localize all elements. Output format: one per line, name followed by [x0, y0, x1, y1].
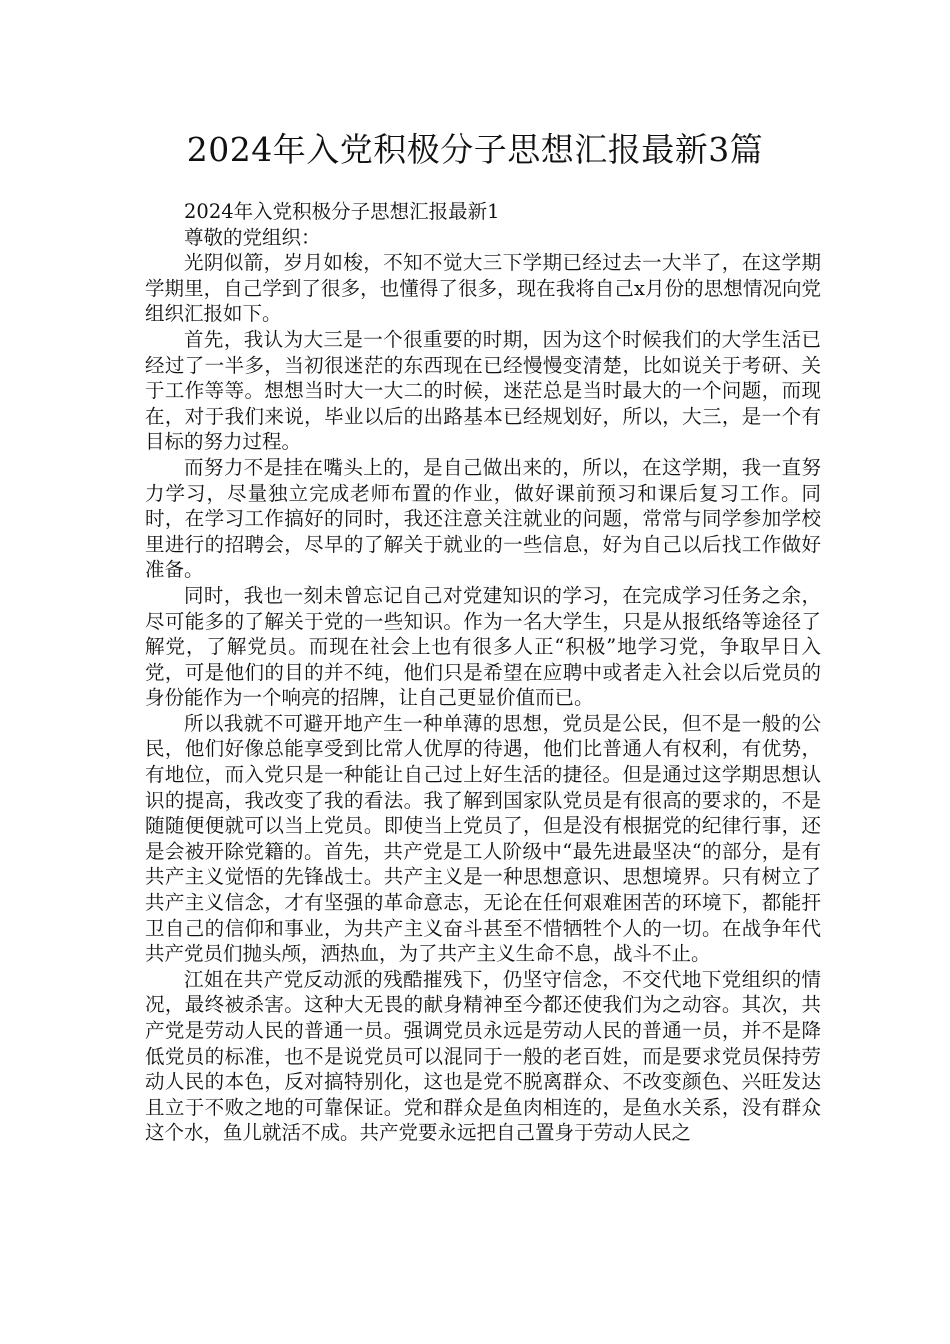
- paragraph: 同时，我也一刻未曾忘记自己对党建知识的学习，在完成学习任务之余，尽可能多的了解关于党的一些知识。作为一名大学生，只是从报纸络等途径了解党，了解党员。而现在社会上也有很多人正“积极”地学习党，争取早日入党，可是他们的目的并不纯，他们只是希望在应聘中或者走入社会以后党员的身份能作为一个响亮的招牌，让自己更显价值而已。: [145, 583, 821, 710]
- paragraph: 所以我就不可避开地产生一种单薄的思想，党员是公民，但不是一般的公民，他们好像总能享受到比常人优厚的待遇，他们比普通人有权利，有优势，有地位，而入党只是一种能让自己过上好生活的捷径。但是通过这学期思想认识的提高，我改变了我的看法。我了解到国家队党员是有很高的要求的，不是随随便便就可以当上党员。即使当上党员了，但是没有根据党的纪律行事，还是会被开除党籍的。首先，共产党是工人阶级中“最先进最坚决“的部分，是有共产主义觉悟的先锋战士。共产主义是一种思想意识、思想境界。只有树立了共产主义信念，才有坚强的革命意志，无论在任何艰难困苦的环境下，都能扞卫自己的信仰和事业，为共产主义奋斗甚至不惜牺牲个人的一切。在战争年代共产党员们抛头颅，洒热血，为了共产主义生命不息，战斗不止。: [145, 711, 821, 966]
- section-heading: 2024年入党积极分子思想汇报最新1: [184, 200, 500, 223]
- paragraph: 首先，我认为大三是一个很重要的时期，因为这个时候我们的大学生活已经过了一半多，当初很迷茫的东西现在已经慢慢变清楚，比如说关于考研、关于工作等等。想想当时大一大二的时候，迷茫总是当时最大的一个问题，而现在，对于我们来说，毕业以后的出路基本已经规划好，所以，大三，是一个有目标的努力过程。: [145, 327, 821, 454]
- document-body: [145, 199, 821, 1146]
- document-title: 2024年入党积极分子思想汇报最新3篇: [186, 130, 764, 169]
- paragraph: 而努力不是挂在嘴头上的，是自己做出来的，所以，在这学期，我一直努力学习，尽量独立完成老师布置的作业，做好课前预习和课后复习工作。同时，在学习工作搞好的同时，我还注意关注就业的问题，常常与同学参加学校里进行的招聘会，尽早的了解关于就业的一些信息，好为自己以后找工作做好准备。: [145, 455, 821, 582]
- salutation: 尊敬的党组织：: [184, 225, 321, 249]
- paragraph: 江姐在共产党反动派的残酷摧残下，仍坚守信念，不交代地下党组织的情况，最终被杀害。这种大无畏的献身精神至今都还使我们为之动容。其次，共产党是劳动人民的普通一员。强调党员永远是劳动人民的普通一员，并不是降低党员的标准，也不是说党员可以混同于一般的老百姓，而是要求党员保持劳动人民的本色，反对搞特别化，这也是党不脱离群众、不改变颜色、兴旺发达且立于不败之地的可靠保证。党和群众是鱼肉相连的，是鱼水关系，没有群众这个水，鱼儿就活不成。共产党要永远把自己置身于劳动人民之: [145, 967, 821, 1145]
- paragraph: 光阴似箭，岁月如梭，不知不觉大三下学期已经过去一大半了，在这学期学期里，自己学到了很多，也懂得了很多，现在我将自己x月份的思想情况向党组织汇报如下。: [145, 251, 821, 326]
